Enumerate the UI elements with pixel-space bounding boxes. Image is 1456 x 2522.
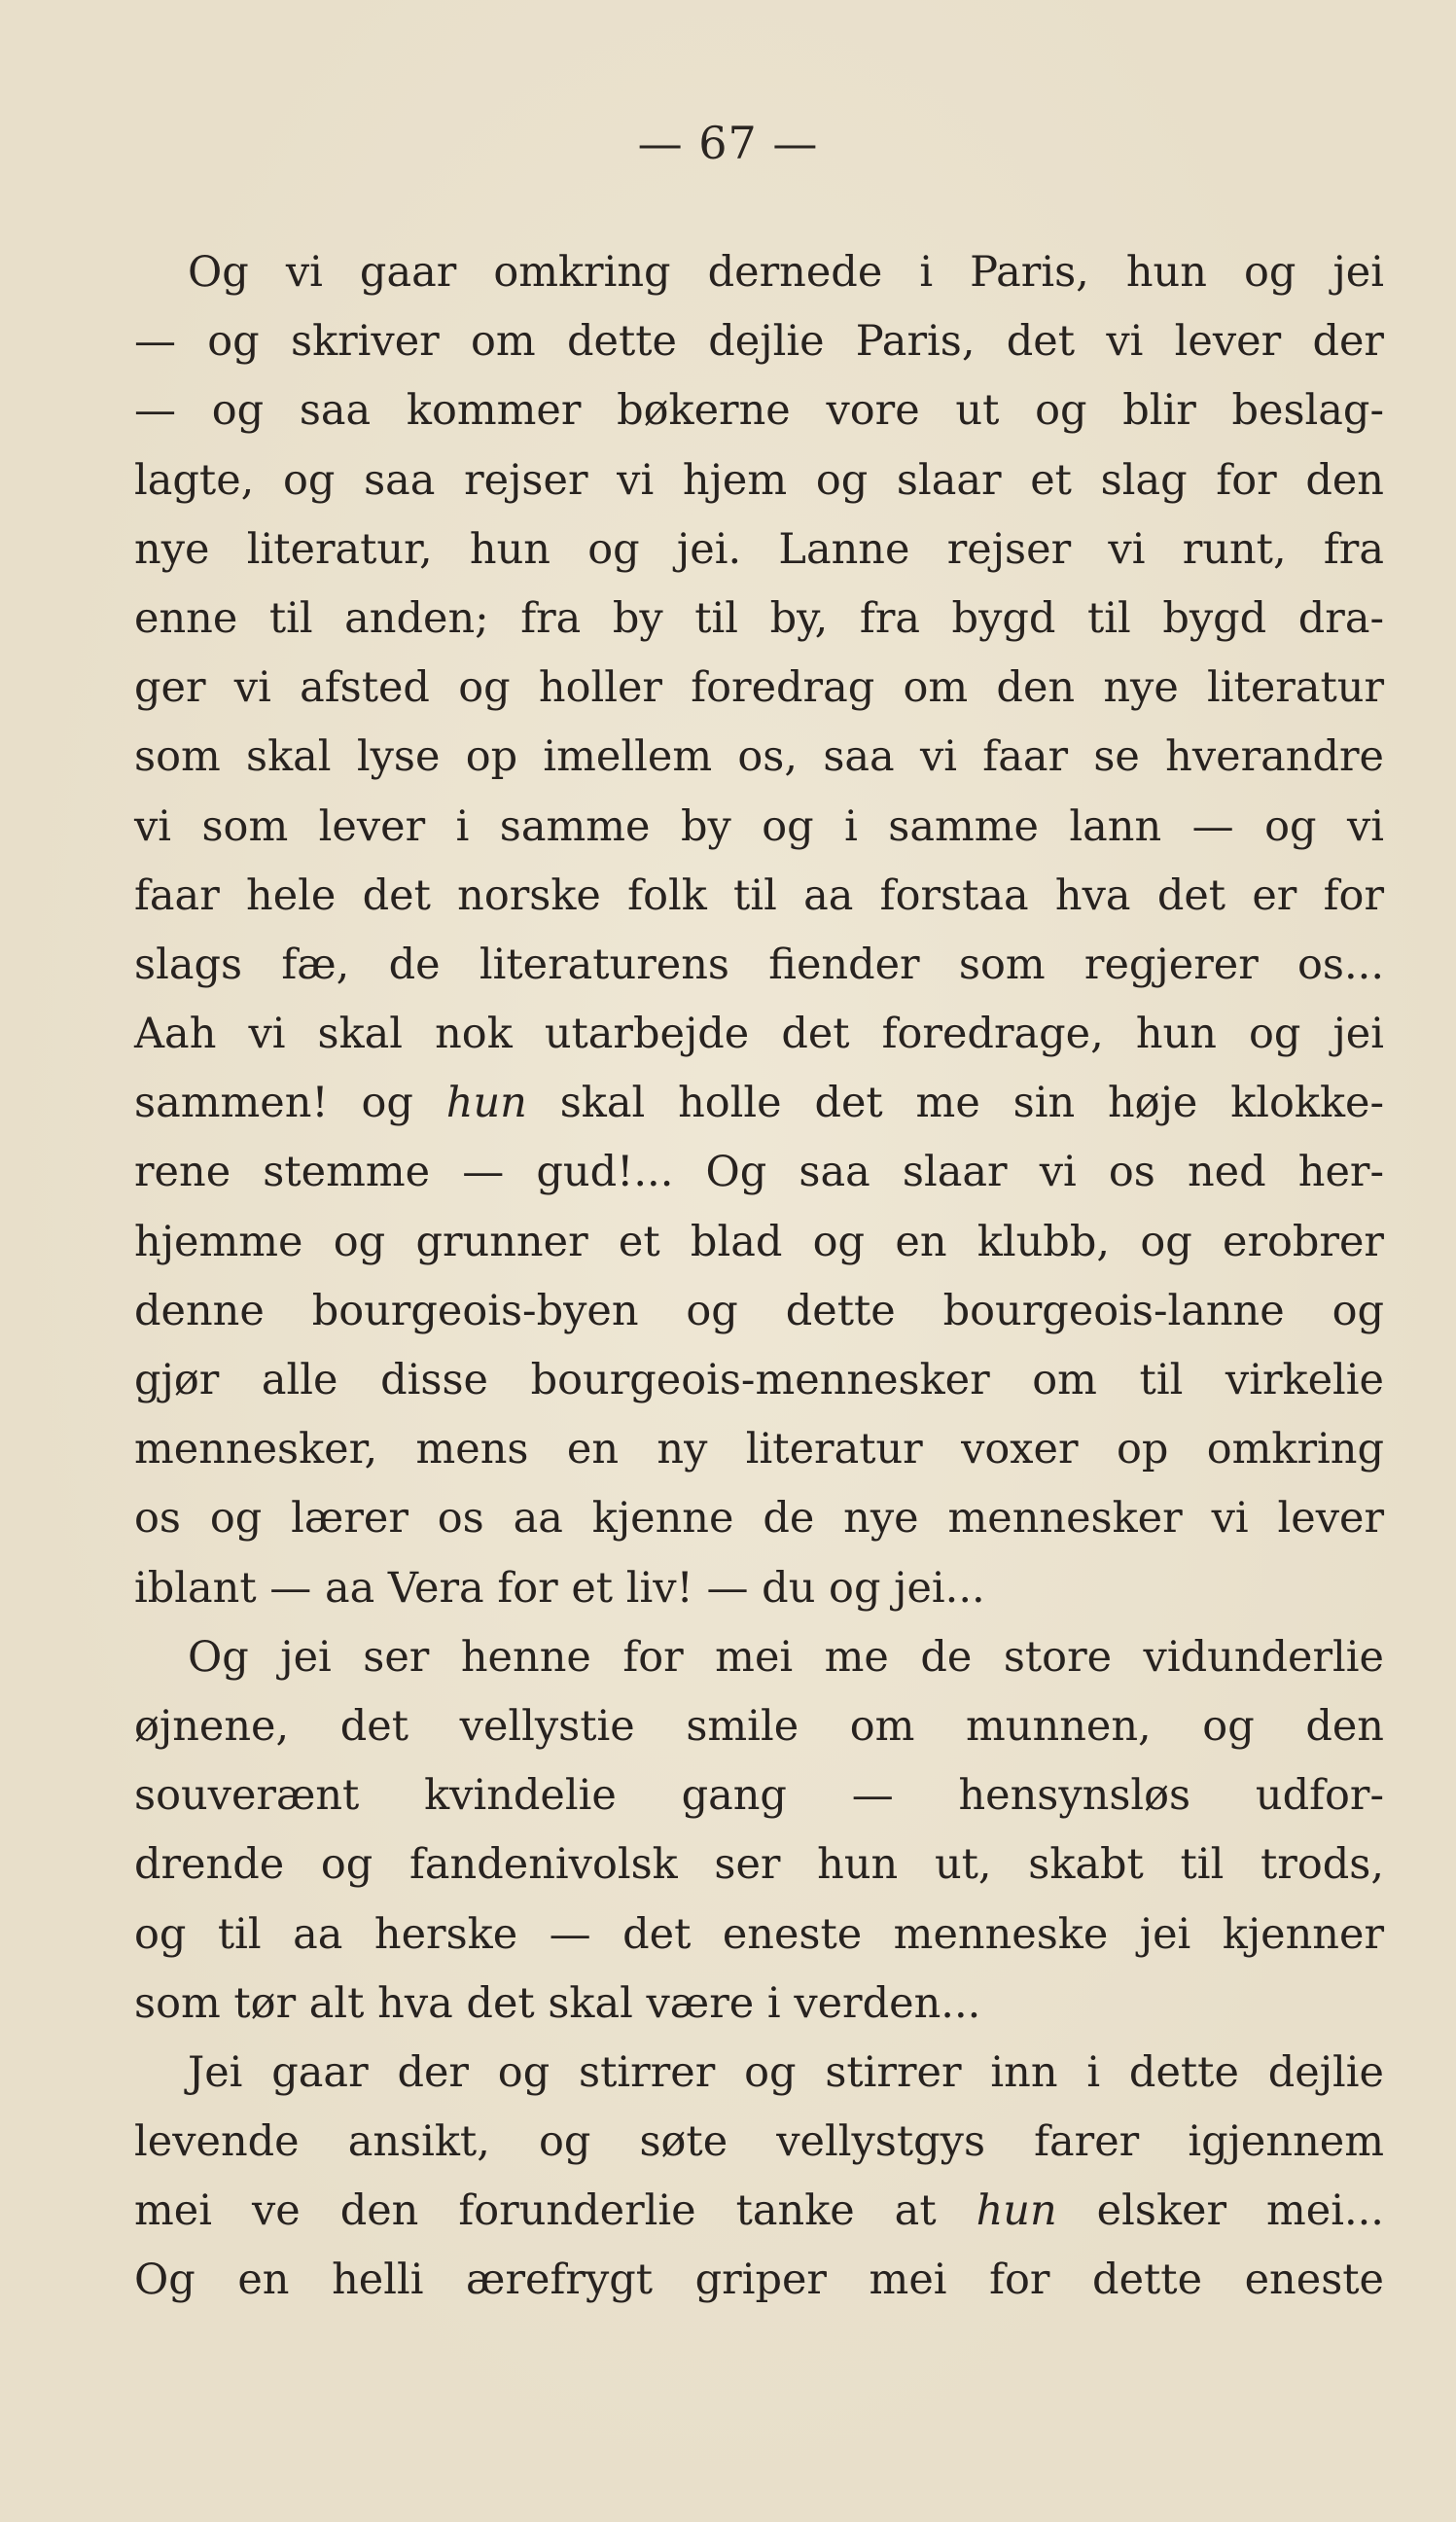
- text-line: souverænt kvindelie gang — hensynsløs udfor-: [134, 1771, 1384, 1821]
- text-line: Aah vi skal nok utarbejde det foredrage, hun og jei: [134, 1010, 1384, 1059]
- text-line: som tør alt hva det skal være i verden...: [134, 1978, 981, 2028]
- text-line: Og en helli ærefrygt griper mei for dette eneste: [134, 2256, 1384, 2305]
- text-line: os og lærer os aa kjenne de nye mennesker vi lever: [134, 1494, 1384, 1544]
- text-line: enne til anden; fra by til by, fra bygd til bygd dra-: [134, 593, 1384, 643]
- text-line: nye literatur, hun og jei. Lanne rejser vi runt, fra: [134, 524, 1384, 574]
- text-line: vi som lever i samme by og i samme lann — og vi: [134, 801, 1384, 851]
- text-line: Og jei ser henne for mei me de store vidunderlie: [188, 1632, 1384, 1682]
- emphasis-hun: hun: [445, 1079, 527, 1128]
- text-line: iblant — aa Vera for et liv! — du og jei...: [134, 1563, 985, 1613]
- text-segment: elsker mei...: [1056, 2186, 1384, 2236]
- text-line: levende ansikt, og søte vellystgys farer igjennem: [134, 2117, 1384, 2167]
- text-line: — og skriver om dette dejlie Paris, det vi lever der: [134, 317, 1384, 367]
- text-line: mennesker, mens en ny literatur voxer op omkring: [134, 1425, 1384, 1474]
- text-line: ger vi afsted og holler foredrag om den nye literatur: [134, 663, 1384, 713]
- text-segment: skal holle det me sin høje klokke-: [526, 1079, 1384, 1128]
- text-line: hjemme og grunner et blad og en klubb, og erobrer: [134, 1217, 1384, 1266]
- text-line: gjør alle disse bourgeois-mennesker om til virkelie: [134, 1356, 1384, 1404]
- page-number: — 67 —: [637, 117, 819, 169]
- text-line: og til aa herske — det eneste menneske jei kjenner: [134, 1909, 1384, 1959]
- text-line: øjnene, det vellystie smile om munnen, og den: [134, 1701, 1384, 1751]
- text-line: rene stemme — gud!... Og saa slaar vi os ned her-: [134, 1148, 1384, 1197]
- text-line: [134, 2177, 1384, 2246]
- text-line: som skal lyse op imellem os, saa vi faar se hverandre: [134, 732, 1384, 782]
- text-segment: sammen! og: [134, 1079, 446, 1128]
- body-text: [134, 238, 1384, 2316]
- text-line: [134, 1069, 1384, 1138]
- text-line: denne bourgeois-byen og dette bourgeois-lanne og: [134, 1286, 1384, 1335]
- text-line: drende og fandenivolsk ser hun ut, skabt til trods,: [134, 1840, 1384, 1890]
- text-line: slags fæ, de literaturens fiender som regjerer os...: [134, 940, 1384, 989]
- text-line: faar hele det norske folk til aa forstaa hva det er for: [134, 870, 1384, 920]
- text-line: lagte, og saa rejser vi hjem og slaar et slag for den: [134, 455, 1384, 505]
- text-line: Jei gaar der og stirrer og stirrer inn i dette dejlie: [188, 2047, 1384, 2097]
- text-line: — og saa kommer bøkerne vore ut og blir beslag-: [134, 386, 1384, 436]
- text-line: Og vi gaar omkring dernede i Paris, hun og jei: [188, 248, 1384, 297]
- text-segment: mei ve den forunderlie tanke at: [134, 2186, 977, 2236]
- emphasis-hun: hun: [976, 2186, 1057, 2236]
